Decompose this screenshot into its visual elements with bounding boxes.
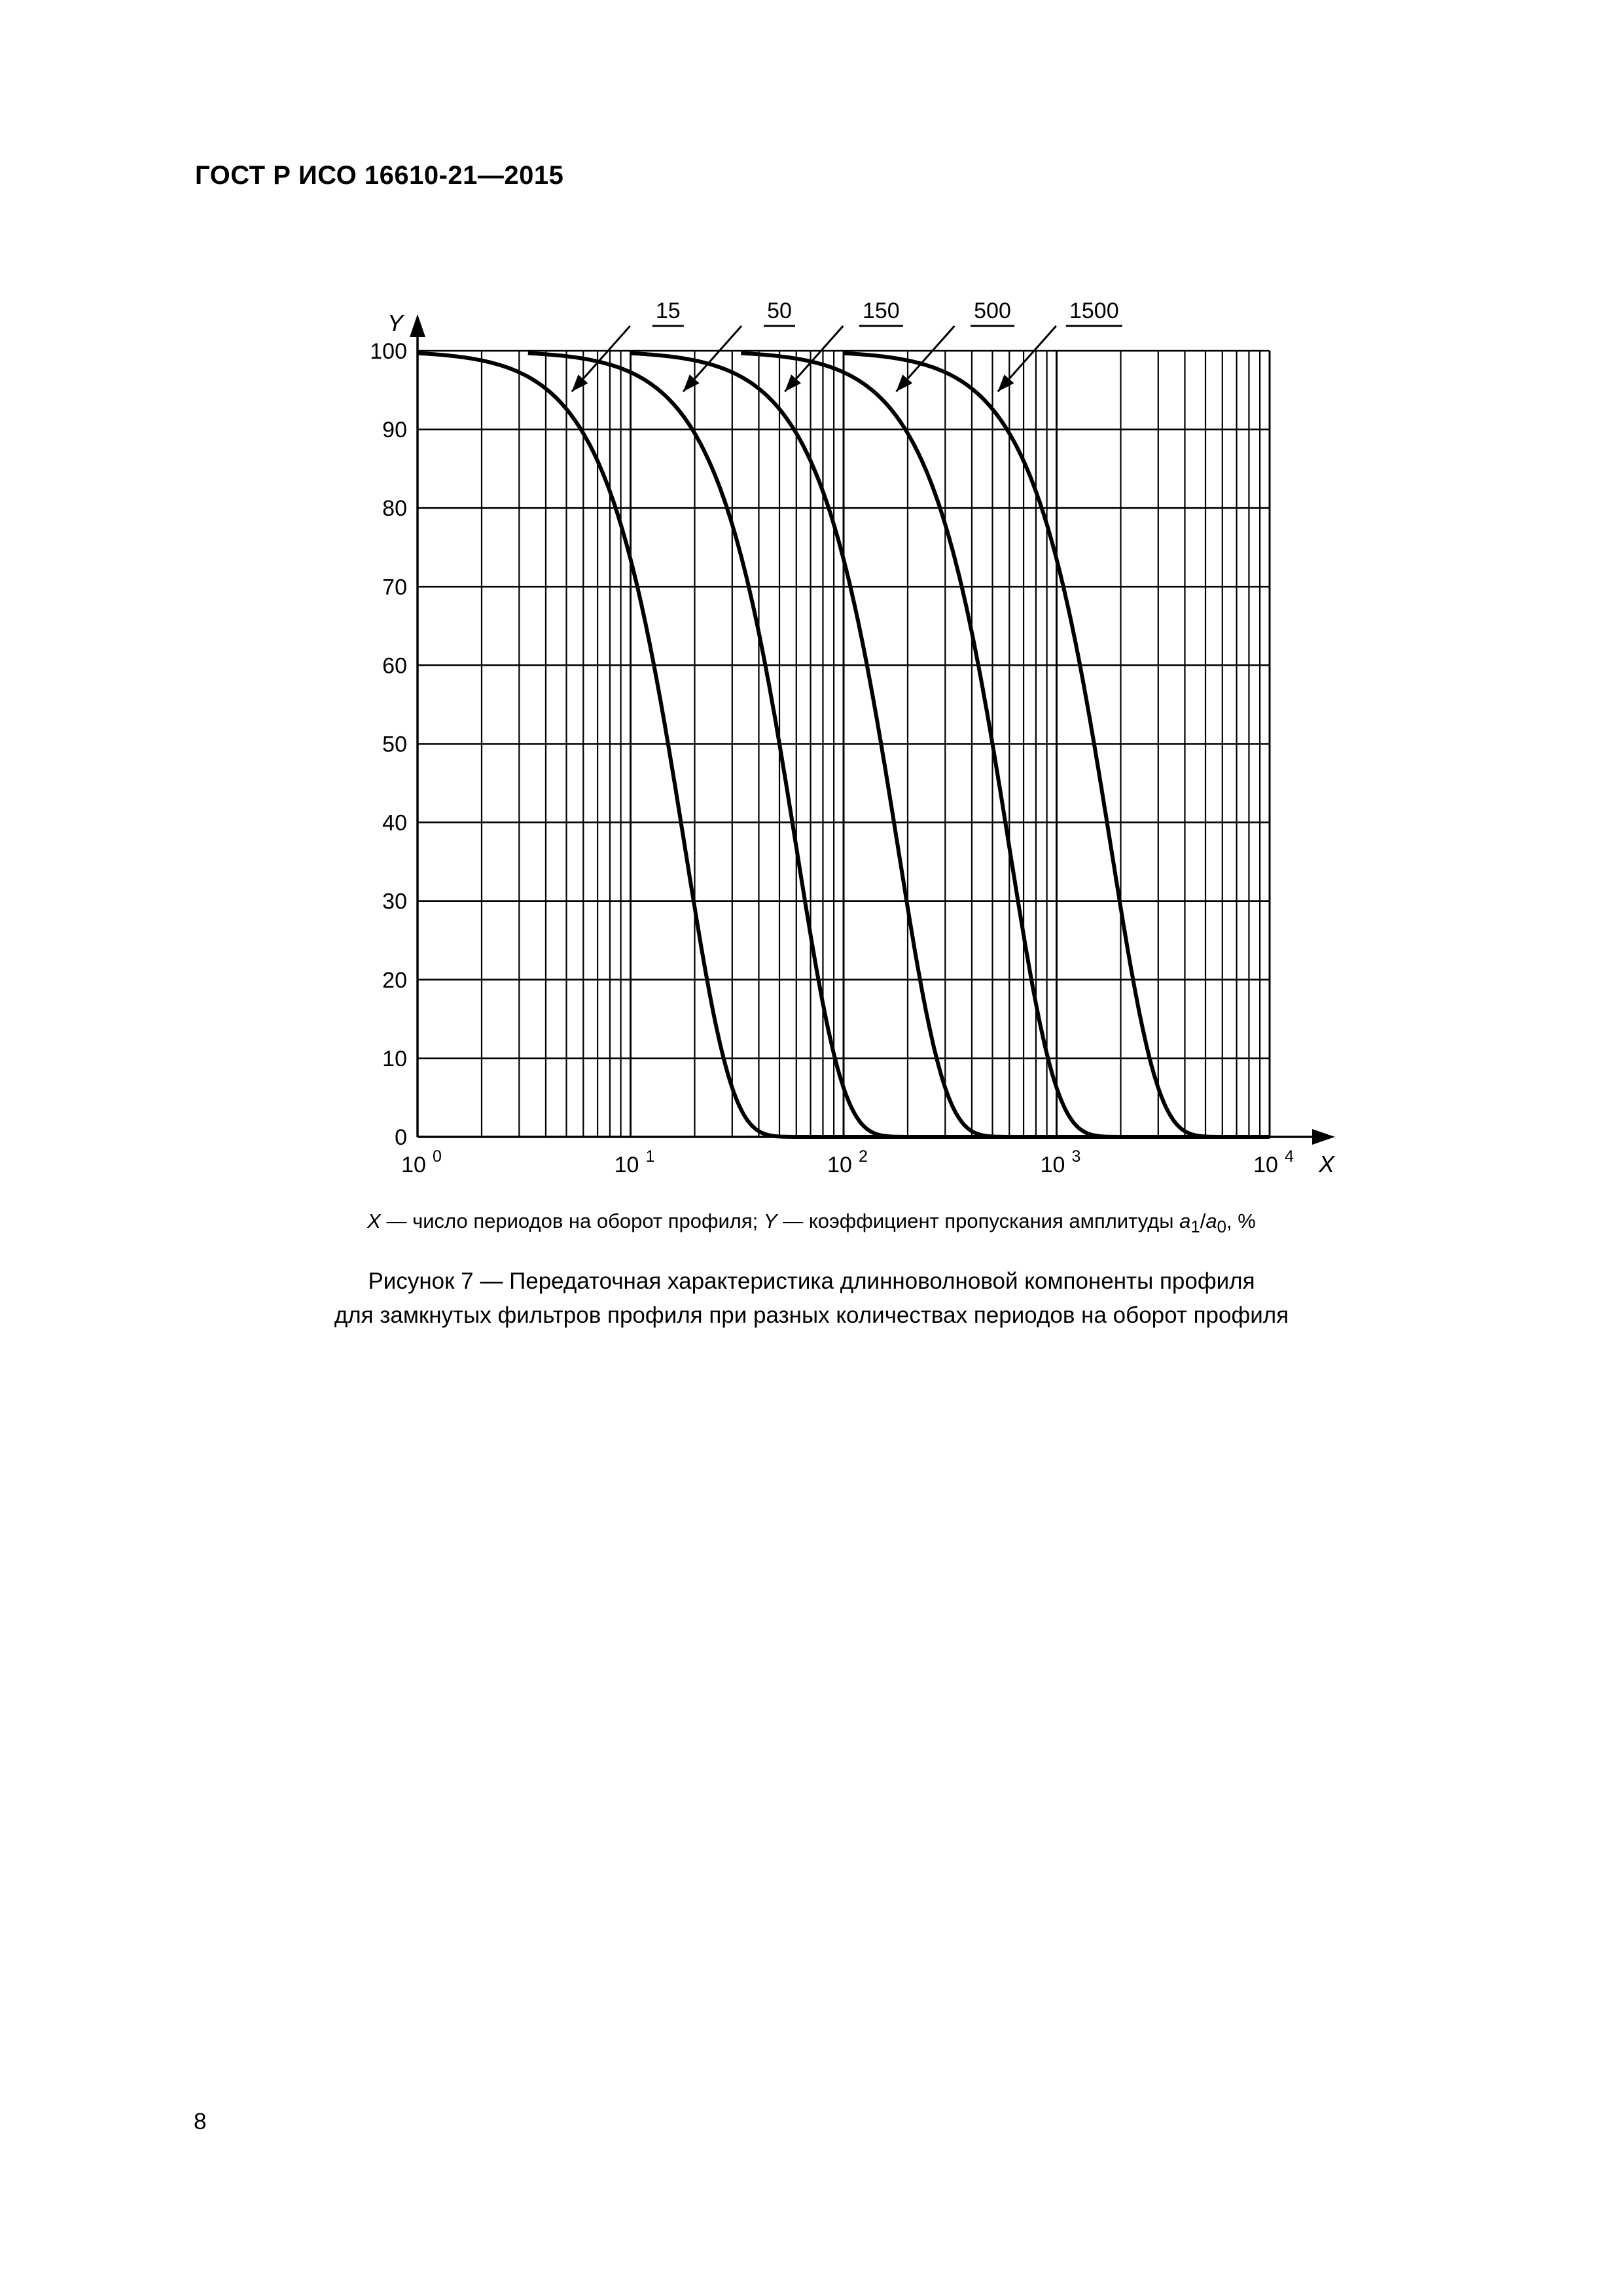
series-curve-150 bbox=[631, 353, 1270, 1137]
x-tick-exponent: 0 bbox=[433, 1147, 442, 1166]
legend-x-desc: — число периодов на оборот профиля; bbox=[380, 1210, 764, 1232]
y-tick-label: 70 bbox=[382, 575, 407, 600]
y-tick-label: 20 bbox=[382, 967, 407, 993]
x-tick-exponent: 4 bbox=[1285, 1147, 1294, 1166]
page-number: 8 bbox=[194, 2109, 207, 2134]
caption-line-1: Рисунок 7 — Передаточная характеристика длинноволновой компоненты профиля bbox=[368, 1268, 1255, 1294]
legend-a1-sub: 1 bbox=[1190, 1218, 1200, 1237]
axis-legend bbox=[0, 1210, 1623, 1237]
y-tick-label: 10 bbox=[382, 1046, 407, 1071]
x-tick-exponent: 1 bbox=[645, 1147, 655, 1166]
x-tick-label: 10 bbox=[401, 1153, 426, 1177]
legend-x-var: X bbox=[367, 1210, 381, 1232]
x-tick-label: 10 bbox=[614, 1153, 639, 1177]
figure-caption bbox=[0, 1265, 1623, 1333]
legend-a1: a bbox=[1179, 1210, 1191, 1232]
y-axis-arrow bbox=[410, 314, 425, 337]
legend-y-desc: — коэффициент пропускания амплитуды bbox=[777, 1210, 1180, 1232]
legend-y-var: Y bbox=[763, 1210, 777, 1232]
x-tick-label: 10 bbox=[1253, 1153, 1278, 1177]
y-tick-label: 30 bbox=[382, 889, 407, 914]
caption-line-2: для замкнутых фильтров профиля при разных количествах периодов на оборот профиля bbox=[334, 1302, 1289, 1328]
legend-a0-sub: 0 bbox=[1217, 1218, 1227, 1237]
x-tick-exponent: 3 bbox=[1071, 1147, 1081, 1166]
y-tick-label: 90 bbox=[382, 418, 407, 443]
series-label-15: 15 bbox=[655, 298, 681, 323]
y-tick-label: 50 bbox=[382, 732, 407, 757]
y-tick-label: 80 bbox=[382, 496, 407, 522]
axis-layer bbox=[410, 314, 1335, 1145]
document-header: ГОСТ Р ИСО 16610-21—2015 bbox=[195, 161, 564, 190]
y-tick-label: 40 bbox=[382, 810, 407, 836]
y-tick-label: 0 bbox=[395, 1125, 407, 1150]
x-tick-label: 10 bbox=[1040, 1153, 1065, 1177]
x-axis-arrow bbox=[1312, 1129, 1335, 1145]
series-label-50: 50 bbox=[767, 298, 792, 323]
series-curve-500 bbox=[741, 353, 1270, 1137]
y-tick-label: 60 bbox=[382, 653, 407, 679]
y-tick-label: 100 bbox=[370, 339, 407, 364]
series-label-150: 150 bbox=[862, 298, 900, 323]
x-tick-label: 10 bbox=[827, 1153, 852, 1177]
series-label-1500: 1500 bbox=[1069, 298, 1119, 323]
label-layer bbox=[370, 298, 1336, 1177]
legend-slash: / bbox=[1200, 1210, 1206, 1232]
legend-a0: a bbox=[1205, 1210, 1217, 1232]
legend-unit: , % bbox=[1226, 1210, 1256, 1232]
y-axis-label: Y bbox=[387, 310, 404, 336]
x-axis-label: X bbox=[1319, 1151, 1335, 1177]
x-tick-exponent: 2 bbox=[859, 1147, 868, 1166]
series-label-500: 500 bbox=[974, 298, 1011, 323]
